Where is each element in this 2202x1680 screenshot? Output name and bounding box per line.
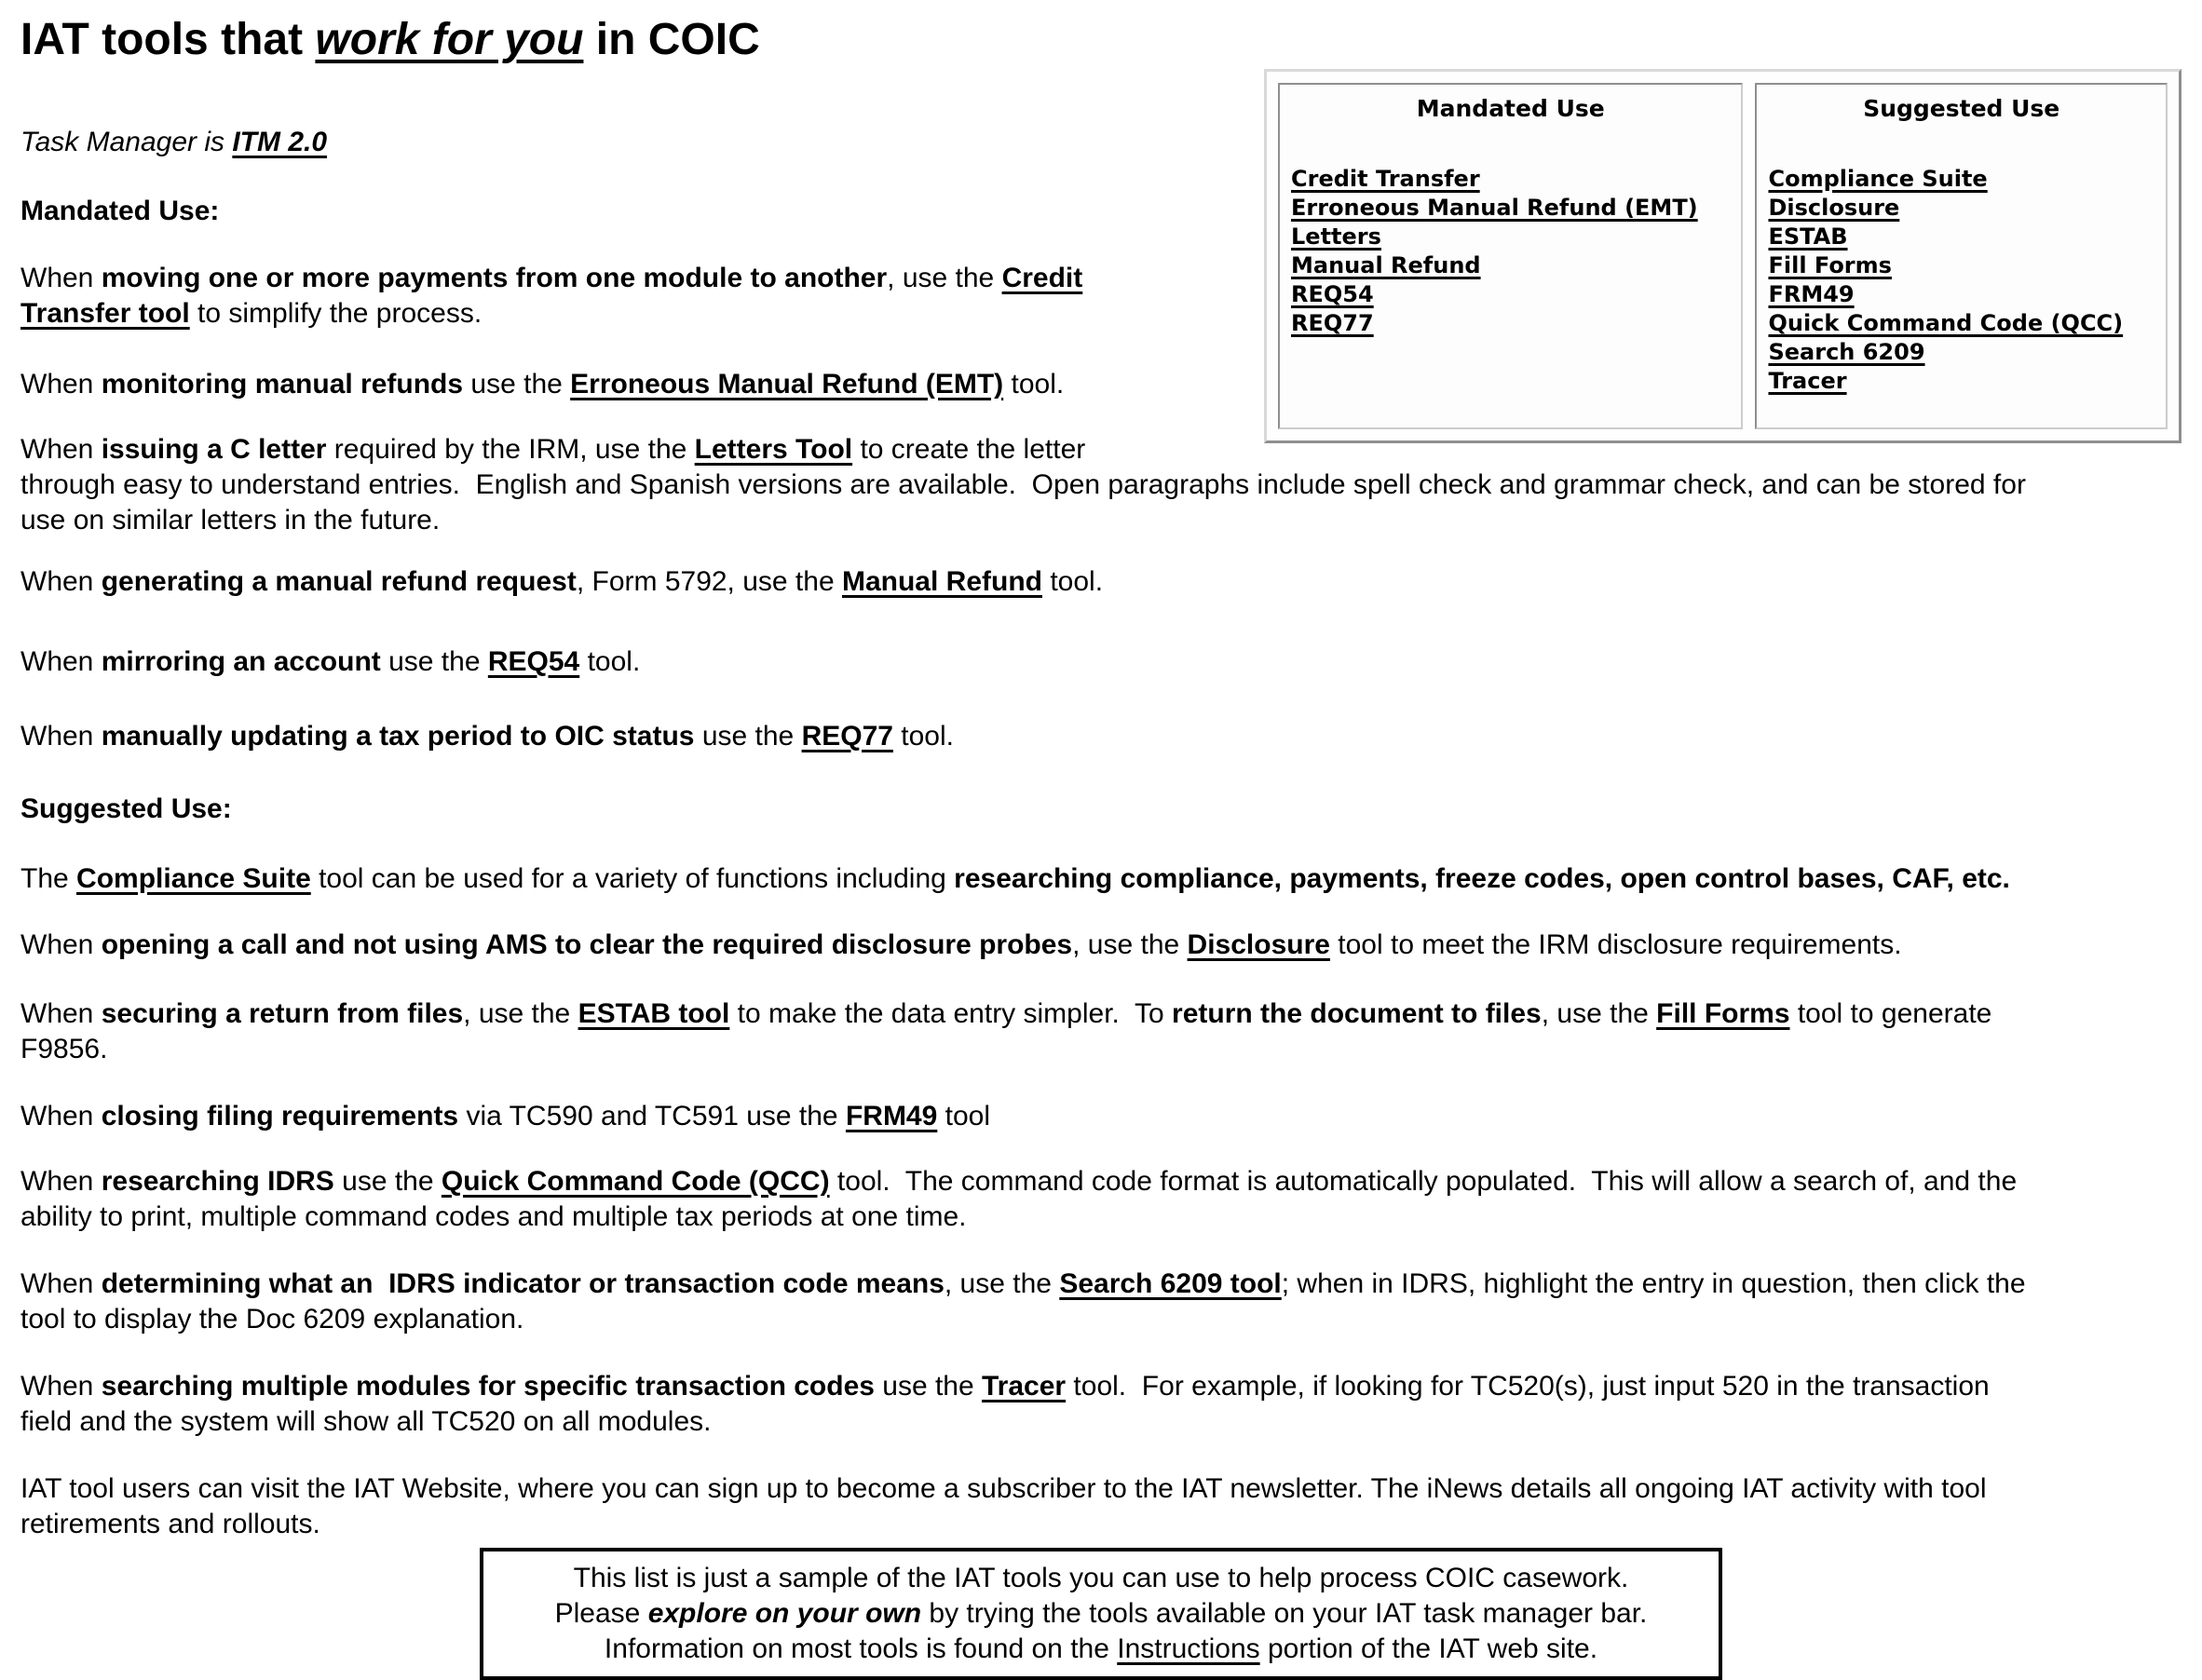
text-run: through easy to understand entries. English and Spanish versions are available. Open paragraphs include spell check and grammar check, and can be stored for [20, 469, 2026, 500]
text-run: tool [937, 1101, 991, 1131]
inline-link[interactable]: REQ77 [801, 721, 893, 752]
note-box [480, 1548, 1722, 1680]
text-run: opening a call and not using AMS to clear the required disclosure probes [101, 929, 1073, 960]
text-run: , use the [944, 1268, 1060, 1299]
text-run: tool. [1003, 369, 1065, 400]
text-run: portion of the IAT web site. [1259, 1633, 1598, 1664]
tracer-paragraph [20, 1369, 2182, 1440]
text-run: When [20, 1371, 102, 1402]
text-run: When [20, 566, 102, 597]
note-line [491, 1561, 1711, 1596]
text-run: use the [463, 369, 571, 400]
text-run: securing a return from files [101, 998, 464, 1029]
text-run: tool. For example, if looking for TC520(s), just input 520 in the transaction [1066, 1371, 1990, 1402]
search-6209-paragraph [20, 1267, 2182, 1337]
text-run: , use the [887, 263, 1002, 293]
text-run: When [20, 929, 102, 960]
req77-paragraph [20, 719, 2182, 754]
inline-link[interactable]: Manual Refund [841, 566, 1042, 597]
text-run: monitoring manual refunds [101, 369, 464, 400]
suggested-use-box [1755, 83, 2168, 429]
text-run: required by the IRM, use the [326, 434, 695, 465]
text-run: to simplify the process. [189, 298, 483, 329]
text-run: to make the data entry simpler. To [729, 998, 1173, 1029]
text-run: The [20, 863, 77, 894]
text-run: tool to meet the IRM disclosure requirements. [1329, 929, 1902, 960]
text-run: IAT tools that [20, 15, 316, 64]
tool-link[interactable]: Manual Refund [1291, 252, 1481, 278]
manual-refund-paragraph [20, 564, 2182, 600]
tool-link[interactable]: Fill Forms [1768, 252, 1892, 278]
tool-link[interactable]: Search 6209 [1768, 339, 1925, 365]
inline-link[interactable]: FRM49 [845, 1101, 938, 1131]
inline-link[interactable]: Disclosure [1187, 929, 1330, 960]
text-run: use on similar letters in the future. [20, 505, 441, 535]
suggested-use-box-header: Suggested Use [1863, 95, 2060, 122]
text-run: use the [874, 1371, 983, 1402]
text-run: Suggested Use: [20, 793, 232, 824]
disclosure-paragraph [20, 928, 2182, 963]
text-run: closing filing requirements [101, 1101, 459, 1131]
text-run: tool. [579, 646, 641, 677]
text-run: When [20, 1268, 102, 1299]
estab-fill-forms-paragraph [20, 996, 2182, 1067]
text-run: , use the [463, 998, 578, 1029]
inline-link[interactable]: Compliance Suite [76, 863, 311, 894]
inline-link[interactable]: Erroneous Manual Refund (EMT) [570, 369, 1004, 400]
text-run: return the document to files [1172, 998, 1542, 1029]
text-run: tool can be used for a variety of functions including [310, 863, 955, 894]
text-run: retirements and rollouts. [20, 1509, 320, 1539]
text-run: tool to generate [1789, 998, 1992, 1029]
text-run: This list is just a sample of the IAT tools you can use to help process COIC casework. [573, 1563, 1629, 1593]
text-run: ; when in IDRS, highlight the entry in question, then click the [1281, 1268, 2026, 1299]
inline-link[interactable]: Letters Tool [694, 434, 853, 465]
inline-link[interactable]: Tracer [982, 1371, 1067, 1402]
tool-link[interactable]: ESTAB [1768, 224, 1848, 250]
mandated-use-link-list [1291, 165, 1730, 338]
tool-link[interactable]: Compliance Suite [1768, 166, 1988, 192]
text-run: issuing a C letter [101, 434, 327, 465]
tool-link[interactable]: Quick Command Code (QCC) [1768, 310, 2124, 336]
text-run: moving one or more payments from one module to another [101, 263, 888, 293]
iat-website-paragraph [20, 1471, 2182, 1542]
text-run: use the [694, 721, 802, 752]
qcc-paragraph [20, 1164, 2182, 1235]
tool-link-tables [1264, 69, 2182, 443]
suggested-use-heading [20, 792, 2182, 827]
text-run: Mandated Use: [20, 196, 220, 226]
frm49-paragraph [20, 1099, 2182, 1134]
tool-link[interactable]: Erroneous Manual Refund (EMT) [1291, 195, 1698, 221]
text-run: explore on your own [647, 1598, 922, 1629]
tool-link[interactable]: REQ77 [1291, 310, 1374, 336]
inline-link[interactable]: ESTAB tool [578, 998, 730, 1029]
text-run: tool. [1041, 566, 1104, 597]
inline-link[interactable]: ITM 2.0 [232, 127, 328, 157]
text-run: researching compliance, payments, freeze codes, open control bases, CAF, etc. [954, 863, 2010, 894]
page-title [20, 13, 2182, 67]
text-run: , use the [1541, 998, 1657, 1029]
text-run: mirroring an account [101, 646, 381, 677]
text-run: When [20, 1166, 102, 1197]
tool-link[interactable]: Disclosure [1768, 195, 1900, 221]
text-run: F9856. [20, 1034, 108, 1064]
text-run: researching IDRS [101, 1166, 334, 1197]
text-run: field and the system will show all TC520 on all modules. [20, 1406, 712, 1437]
inline-link[interactable]: Quick Command Code (QCC) [441, 1166, 830, 1197]
inline-link[interactable]: Credit [1001, 263, 1083, 293]
note-line [491, 1632, 1711, 1667]
text-run: IAT tool users can visit the IAT Website, where you can sign up to become a subscriber to the IAT newsletter. The iNews details all ongoing IAT activity with tool [20, 1473, 1987, 1504]
text-run: When [20, 263, 102, 293]
text-run: in COIC [583, 15, 760, 64]
text-run: When [20, 1101, 102, 1131]
text-run: tool to display the Doc 6209 explanation. [20, 1304, 524, 1335]
inline-link[interactable]: Instructions [1117, 1633, 1260, 1664]
compliance-suite-paragraph [20, 861, 2182, 897]
req54-paragraph [20, 644, 2182, 680]
tool-link[interactable]: Credit Transfer [1291, 166, 1480, 192]
text-run: Please [554, 1598, 648, 1629]
text-run: searching multiple modules for specific transaction codes [101, 1371, 875, 1402]
text-run: ability to print, multiple command codes and multiple tax periods at one time. [20, 1201, 967, 1232]
text-run: When [20, 998, 102, 1029]
tool-link[interactable]: REQ54 [1291, 281, 1374, 307]
tool-link[interactable]: Letters [1291, 224, 1381, 250]
text-run: Information on most tools is found on the [604, 1633, 1118, 1664]
tool-link[interactable]: FRM49 [1768, 281, 1855, 307]
note-line [491, 1596, 1711, 1632]
text-run: , use the [1072, 929, 1188, 960]
text-run: tool. The command code format is automatically populated. This will allow a search of, and the [829, 1166, 2018, 1197]
text-run: manually updating a tax period to OIC status [101, 721, 695, 752]
suggested-use-link-list [1768, 165, 2154, 396]
text-run: When [20, 721, 102, 752]
text-run: When [20, 646, 102, 677]
text-run: When [20, 369, 102, 400]
text-run: Task Manager is [20, 127, 233, 157]
text-run: to create the letter [852, 434, 1086, 465]
text-run: , Form 5792, use the [576, 566, 842, 597]
text-run: generating a manual refund request [101, 566, 577, 597]
inline-link[interactable]: REQ54 [487, 646, 580, 677]
text-run: When [20, 434, 102, 465]
text-run: use the [380, 646, 488, 677]
inline-link[interactable]: Fill Forms [1656, 998, 1790, 1029]
inline-link[interactable]: Transfer tool [20, 298, 190, 329]
text-run: determining what an IDRS indicator or transaction code means [101, 1268, 945, 1299]
letters-paragraph [20, 432, 2182, 538]
text-run: via TC590 and TC591 use the [458, 1101, 846, 1131]
text-run: use the [333, 1166, 442, 1197]
text-run: work for you [315, 15, 584, 64]
text-run: tool. [892, 721, 954, 752]
inline-link[interactable]: Search 6209 tool [1059, 1268, 1282, 1299]
mandated-use-box-header: Mandated Use [1416, 95, 1605, 122]
text-run: by trying the tools available on your IAT task manager bar. [921, 1598, 1648, 1629]
tool-link[interactable]: Tracer [1768, 368, 1847, 394]
mandated-use-box [1278, 83, 1743, 429]
